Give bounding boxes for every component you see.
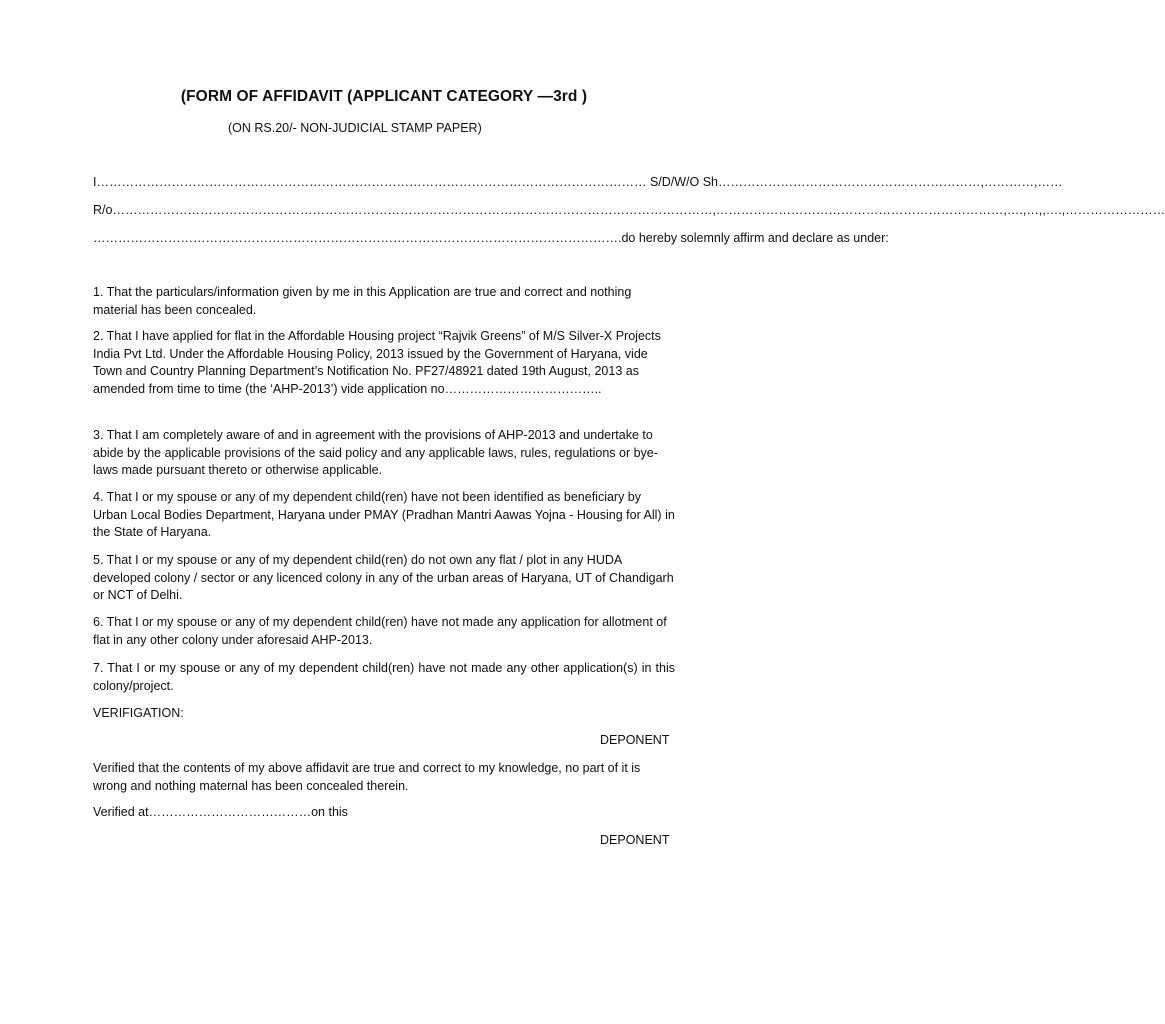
verified-at-line: Verified at…………………………………on this	[93, 805, 348, 819]
residence-line: R/o………………………………………………………………………………………………………………………………,……………………………………………………………,….,…,,….,……………………	[93, 203, 1165, 217]
clause-2: 2. That I have applied for flat in the Affordable Housing project “Rajvik Greens” of M/S Silver-X Projects India Pvt Ltd. Under the Affordable Housing Policy, 2013 issued by the Government of Haryana, vide Town and Country Planning Department’s Notification No. PF27/48921 dated 19th August, 2013 as amended from time to time (the ‘AHP-2013’) vide application no………………………………..	[93, 329, 661, 396]
clause-4: 4. That I or my spouse or any of my dependent child(ren) have not been identified as beneficiary by Urban Local Bodies Department, Haryana under PMAY (Pradhan Mantri Aawas Yojna - Housing for All) in the State of Haryana.	[93, 490, 675, 540]
document-subtitle: (ON RS.20/- NON-JUDICIAL STAMP PAPER)	[228, 121, 482, 135]
document-title: (FORM OF AFFIDAVIT (APPLICANT CATEGORY —3rd )	[180, 88, 588, 105]
clause-6: 6. That I or my spouse or any of my dependent child(ren) have not made any application for allotment of flat in any other colony under aforesaid AHP-2013.	[93, 615, 667, 647]
clause-5: 5. That I or my spouse or any of my dependent child(ren) do not own any flat / plot in any HUDA developed colony / sector or any licenced colony in any of the urban areas of Haryana, UT of Chandigarh or NCT of Delhi.	[93, 553, 674, 603]
verification-text: Verified that the contents of my above affidavit are true and correct to my knowledge, no part of it is wrong and nothing maternal has been concealed therein.	[93, 761, 641, 793]
deponent-signature-1: DEPONENT	[600, 733, 670, 747]
clause-7: 7. That I or my spouse or any of my dependent child(ren) have not made any other application(s) in this colony/project.	[93, 661, 675, 693]
applicant-name-line: I…………………………………………………………………………………………………………………… S/D/W/O Sh………………………………………………………,…………,……	[93, 175, 1063, 189]
affirmation-line: ……………………………………………………………………………………………………………….do hereby solemnly affirm and declare as under:	[93, 231, 889, 245]
clause-1: 1. That the particulars/information given by me in this Application are true and correct and nothing material has been concealed.	[93, 285, 632, 317]
verification-heading: VERIFIGATION:	[93, 706, 184, 720]
clause-3: 3. That I am completely aware of and in agreement with the provisions of AHP-2013 and undertake to abide by the applicable provisions of the said policy and any applicable laws, rules, regulations or bye-laws made pursuant thereto or otherwise applicable.	[93, 428, 658, 478]
deponent-signature-2: DEPONENT	[600, 833, 670, 847]
